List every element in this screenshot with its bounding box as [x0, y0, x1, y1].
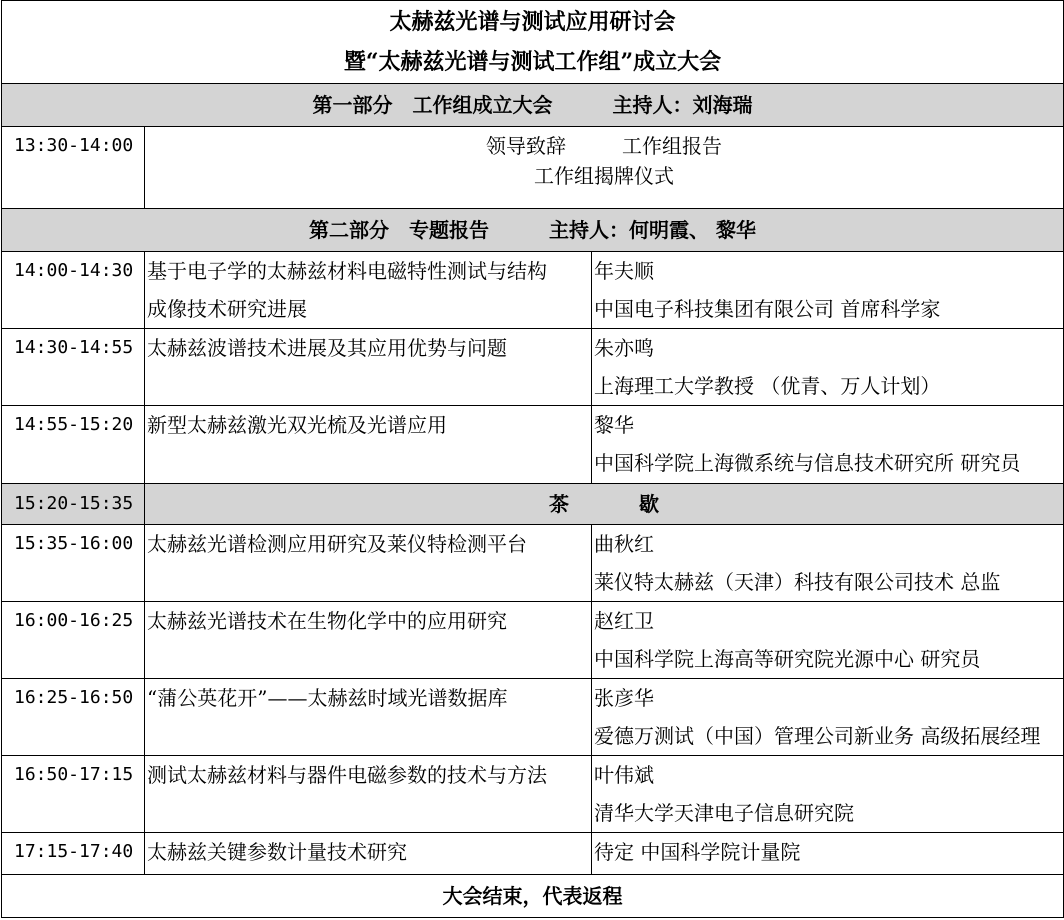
speaker-name: 曲秋红 — [594, 532, 654, 556]
title-row — [2, 1, 1064, 84]
time-cell: 13:30-14:00 — [2, 127, 145, 209]
speaker-cell — [592, 329, 1064, 406]
speaker-affiliation: 上海理工大学教授 （优青、万人计划） — [594, 374, 941, 398]
time-cell: 15:35-16:00 — [2, 525, 145, 602]
speaker-name: 待定 中国科学院计量院 — [594, 840, 801, 864]
opening-item: 工作组揭牌仪式 — [534, 164, 675, 188]
topic-cell — [145, 833, 592, 875]
table-row — [2, 833, 1064, 875]
topic-line: 新型太赫兹激光双光梳及光谱应用 — [147, 413, 447, 437]
section-header-part1 — [2, 84, 1064, 127]
closing-label: 大会结束，代表返程 — [2, 875, 1064, 918]
time-cell: 14:55-15:20 — [2, 406, 145, 484]
speaker-name: 黎华 — [594, 413, 634, 437]
time-cell: 16:25-16:50 — [2, 679, 145, 756]
speaker-name: 叶伟斌 — [594, 763, 654, 787]
topic-line: 太赫兹波谱技术进展及其应用优势与问题 — [147, 336, 507, 360]
speaker-name: 朱亦鸣 — [594, 336, 654, 360]
topic-cell — [145, 252, 592, 329]
topic-line: 成像技术研究进展 — [147, 297, 307, 321]
table-row — [2, 756, 1064, 833]
speaker-cell — [592, 406, 1064, 484]
topic-cell — [145, 406, 592, 484]
agenda-title — [2, 1, 1064, 84]
speaker-cell — [592, 252, 1064, 329]
table-row — [2, 329, 1064, 406]
topic-cell — [145, 329, 592, 406]
speaker-name: 年夫顺 — [594, 259, 654, 283]
topic-cell — [145, 525, 592, 602]
speaker-affiliation: 爱德万测试（中国）管理公司新业务 高级拓展经理 — [594, 724, 1041, 748]
speaker-affiliation: 中国科学院上海高等研究院光源中心 研究员 — [594, 647, 981, 671]
tea-break-label — [145, 484, 1064, 525]
speaker-cell — [592, 602, 1064, 679]
section-label: 第一部分 工作组成立大会 — [312, 93, 553, 117]
opening-items — [145, 127, 1064, 209]
table-row — [2, 252, 1064, 329]
section-host: 主持人：何明霞、 黎华 — [549, 218, 756, 242]
topic-cell — [145, 756, 592, 833]
table-row — [2, 679, 1064, 756]
time-cell: 16:50-17:15 — [2, 756, 145, 833]
tea-break-row — [2, 484, 1064, 525]
speaker-affiliation: 中国科学院上海微系统与信息技术研究所 研究员 — [594, 451, 1021, 475]
table-row — [2, 406, 1064, 484]
break-char: 歇 — [639, 492, 660, 516]
topic-line: 太赫兹光谱技术在生物化学中的应用研究 — [147, 609, 507, 633]
speaker-cell — [592, 525, 1064, 602]
topic-line: 太赫兹光谱检测应用研究及莱仪特检测平台 — [147, 532, 527, 556]
break-char: 茶 — [549, 492, 570, 516]
opening-row — [2, 127, 1064, 209]
speaker-name: 赵红卫 — [594, 609, 654, 633]
speaker-affiliation: 莱仪特太赫兹（天津）科技有限公司技术 总监 — [594, 570, 1001, 594]
speaker-cell — [592, 756, 1064, 833]
speaker-cell — [592, 679, 1064, 756]
table-row — [2, 525, 1064, 602]
speaker-affiliation: 中国电子科技集团有限公司 首席科学家 — [594, 297, 941, 321]
speaker-cell — [592, 833, 1064, 875]
closing-row — [2, 875, 1064, 918]
topic-line: 基于电子学的太赫兹材料电磁特性测试与结构 — [147, 259, 547, 283]
speaker-affiliation: 清华大学天津电子信息研究院 — [594, 801, 854, 825]
topic-line: 太赫兹关键参数计量技术研究 — [147, 840, 407, 864]
title-line-1: 太赫兹光谱与测试应用研讨会 — [389, 9, 676, 35]
topic-line: 测试太赫兹材料与器件电磁参数的技术与方法 — [147, 763, 547, 787]
section-header-part2 — [2, 209, 1064, 252]
time-cell: 15:20-15:35 — [2, 484, 145, 525]
opening-item: 工作组报告 — [622, 134, 723, 158]
topic-line: “蒲公英花开”——太赫兹时域光谱数据库 — [147, 686, 508, 710]
agenda-table — [1, 0, 1064, 918]
opening-item: 领导致辞 — [486, 134, 567, 158]
section-label: 第二部分 专题报告 — [309, 218, 490, 242]
time-cell: 14:00-14:30 — [2, 252, 145, 329]
table-row — [2, 602, 1064, 679]
speaker-name: 张彦华 — [594, 686, 654, 710]
time-cell: 16:00-16:25 — [2, 602, 145, 679]
topic-cell — [145, 602, 592, 679]
title-line-2: 暨“太赫兹光谱与测试工作组”成立大会 — [343, 49, 722, 75]
section-host: 主持人：刘海瑞 — [612, 93, 753, 117]
time-cell: 14:30-14:55 — [2, 329, 145, 406]
time-cell: 17:15-17:40 — [2, 833, 145, 875]
topic-cell — [145, 679, 592, 756]
